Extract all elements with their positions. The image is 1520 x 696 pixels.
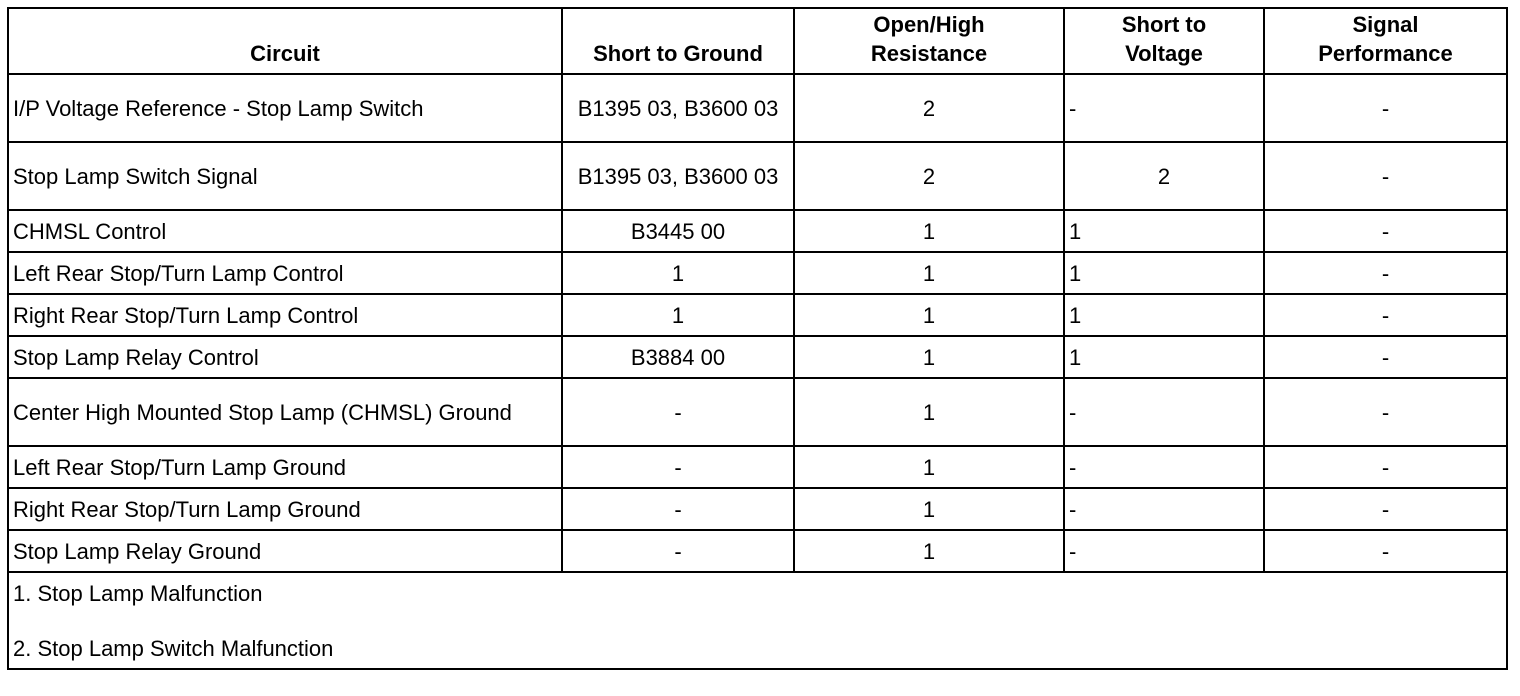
header-signal-performance: Signal Performance bbox=[1264, 8, 1507, 74]
circuit-cell: I/P Voltage Reference - Stop Lamp Switch bbox=[8, 74, 562, 142]
open-high-resistance-cell: 1 bbox=[794, 488, 1064, 530]
header-short-to-ground: Short to Ground bbox=[562, 8, 794, 74]
notes-row bbox=[8, 572, 1507, 669]
short-to-voltage-cell: 1 bbox=[1064, 252, 1264, 294]
short-to-ground-cell: B3445 00 bbox=[562, 210, 794, 252]
signal-performance-cell: - bbox=[1264, 252, 1507, 294]
short-to-ground-cell: B1395 03, B3600 03 bbox=[562, 142, 794, 210]
open-high-resistance-cell: 1 bbox=[794, 446, 1064, 488]
header-short-to-voltage: Short to Voltage bbox=[1064, 8, 1264, 74]
signal-performance-cell: - bbox=[1264, 488, 1507, 530]
circuit-cell: Center High Mounted Stop Lamp (CHMSL) Ground bbox=[8, 378, 562, 446]
signal-performance-cell: - bbox=[1264, 142, 1507, 210]
signal-performance-cell: - bbox=[1264, 530, 1507, 572]
short-to-voltage-cell: - bbox=[1064, 530, 1264, 572]
short-to-ground-cell: - bbox=[562, 530, 794, 572]
table-row bbox=[8, 210, 1507, 252]
circuit-cell: CHMSL Control bbox=[8, 210, 562, 252]
header-circuit: Circuit bbox=[8, 8, 562, 74]
short-to-voltage-cell: 1 bbox=[1064, 210, 1264, 252]
short-to-ground-cell: - bbox=[562, 446, 794, 488]
header-open-high-resistance: Open/High Resistance bbox=[794, 8, 1064, 74]
diagnostic-table-container bbox=[7, 7, 1508, 670]
table-row bbox=[8, 446, 1507, 488]
circuit-cell: Stop Lamp Relay Control bbox=[8, 336, 562, 378]
signal-performance-cell: - bbox=[1264, 294, 1507, 336]
short-to-voltage-cell: 2 bbox=[1064, 142, 1264, 210]
header-row bbox=[8, 8, 1507, 74]
short-to-voltage-cell: - bbox=[1064, 378, 1264, 446]
table-row bbox=[8, 336, 1507, 378]
open-high-resistance-cell: 1 bbox=[794, 530, 1064, 572]
notes-cell bbox=[8, 572, 1507, 669]
note-stop-lamp-malfunction: 1. Stop Lamp Malfunction bbox=[13, 581, 263, 606]
table-row bbox=[8, 488, 1507, 530]
short-to-ground-cell: B3884 00 bbox=[562, 336, 794, 378]
signal-performance-cell: - bbox=[1264, 210, 1507, 252]
table-row bbox=[8, 530, 1507, 572]
short-to-ground-cell: B1395 03, B3600 03 bbox=[562, 74, 794, 142]
note-stop-lamp-switch-malfunction: 2. Stop Lamp Switch Malfunction bbox=[13, 636, 334, 661]
short-to-ground-cell: - bbox=[562, 488, 794, 530]
open-high-resistance-cell: 2 bbox=[794, 142, 1064, 210]
table-row bbox=[8, 142, 1507, 210]
table-row bbox=[8, 378, 1507, 446]
short-to-ground-cell: 1 bbox=[562, 294, 794, 336]
signal-performance-cell: - bbox=[1264, 336, 1507, 378]
open-high-resistance-cell: 1 bbox=[794, 252, 1064, 294]
circuit-diagnostic-table bbox=[7, 7, 1508, 670]
open-high-resistance-cell: 1 bbox=[794, 336, 1064, 378]
circuit-cell: Stop Lamp Switch Signal bbox=[8, 142, 562, 210]
open-high-resistance-cell: 1 bbox=[794, 210, 1064, 252]
circuit-cell: Left Rear Stop/Turn Lamp Ground bbox=[8, 446, 562, 488]
short-to-ground-cell: - bbox=[562, 378, 794, 446]
circuit-cell: Right Rear Stop/Turn Lamp Ground bbox=[8, 488, 562, 530]
short-to-voltage-cell: 1 bbox=[1064, 294, 1264, 336]
short-to-voltage-cell: - bbox=[1064, 446, 1264, 488]
short-to-voltage-cell: - bbox=[1064, 488, 1264, 530]
short-to-ground-cell: 1 bbox=[562, 252, 794, 294]
table-row bbox=[8, 74, 1507, 142]
circuit-cell: Stop Lamp Relay Ground bbox=[8, 530, 562, 572]
open-high-resistance-cell: 1 bbox=[794, 378, 1064, 446]
circuit-cell: Right Rear Stop/Turn Lamp Control bbox=[8, 294, 562, 336]
open-high-resistance-cell: 2 bbox=[794, 74, 1064, 142]
circuit-cell: Left Rear Stop/Turn Lamp Control bbox=[8, 252, 562, 294]
open-high-resistance-cell: 1 bbox=[794, 294, 1064, 336]
table-row bbox=[8, 252, 1507, 294]
signal-performance-cell: - bbox=[1264, 378, 1507, 446]
table-row bbox=[8, 294, 1507, 336]
short-to-voltage-cell: - bbox=[1064, 74, 1264, 142]
signal-performance-cell: - bbox=[1264, 446, 1507, 488]
signal-performance-cell: - bbox=[1264, 74, 1507, 142]
short-to-voltage-cell: 1 bbox=[1064, 336, 1264, 378]
